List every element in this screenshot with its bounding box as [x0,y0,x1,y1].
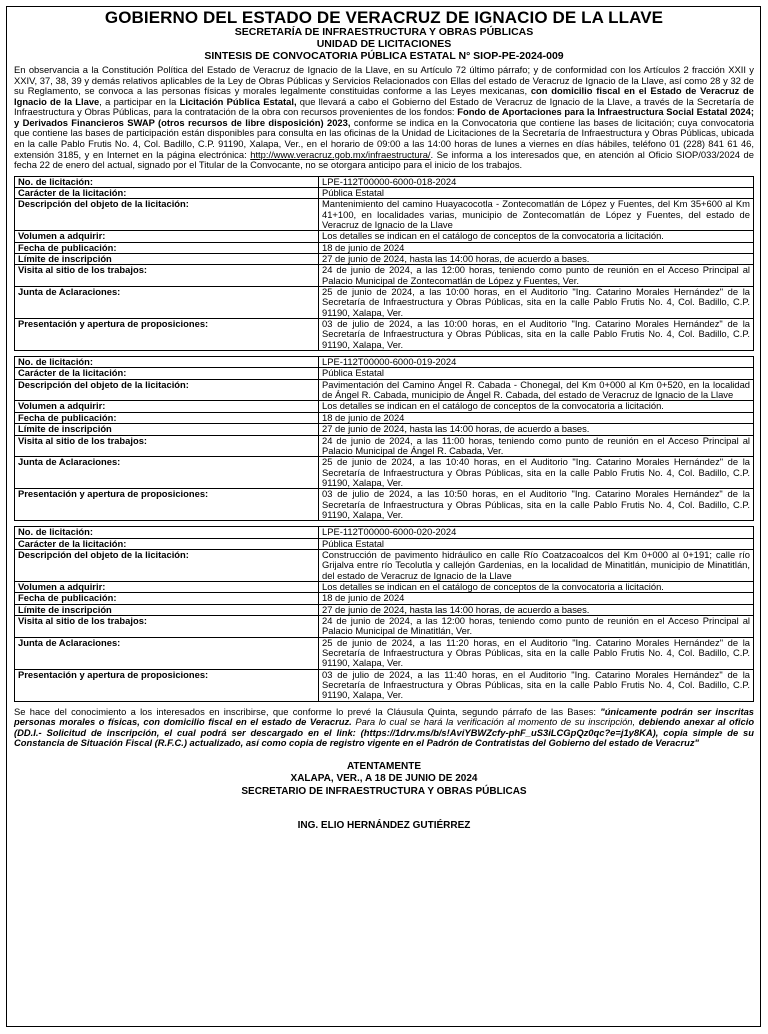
field-label-visita: Visita al sitio de los trabajos: [15,265,319,287]
field-label-limite: Límite de inscripción [15,604,319,615]
field-value-volumen: Los detalles se indican en el catálogo de conceptos de la convocatoria a licitación. [319,231,754,242]
table-row [15,424,754,435]
field-value-volumen: Los detalles se indican en el catálogo de conceptos de la convocatoria a licitación. [319,401,754,412]
field-label-volumen: Volumen a adquirir: [15,401,319,412]
field-label-presentacion: Presentación y apertura de proposiciones: [15,489,319,521]
closing-paragraph [14,707,754,749]
table-row [15,604,754,615]
intro-bold-2: Licitación Pública Estatal, [179,95,297,107]
intro-text-1: En observancia a la Constitución Política del Estado de Veracruz de Ignacio de la Llave, en su Artículo 72 último párrafo; y de conformidad con los Artículos 2 fracción XXII y XXIV, 37, 38, 39 y demás relativos aplicables de la Ley de Obras Públicas y Servicios Relacionados con Ellas del estado de Veracruz de Ignacio de la Llave, así como 28 y 32 de su Reglamento, se convoca a las personas físicas y morales legalmente constituidas conforme a las Leyes mexicanas, [14,64,754,97]
field-label-no: No. de licitación: [15,176,319,187]
table-row [15,187,754,198]
field-label-caracter: Carácter de la licitación: [15,538,319,549]
table-row [15,538,754,549]
field-label-descripcion: Descripción del objeto de la licitación: [15,199,319,231]
closing-quote-1: "únicamente podrán ser inscritas personas morales o físicas, con [14,705,754,728]
field-value-no: LPE-112T00000-6000-019-2024 [319,357,754,368]
table-row [15,581,754,592]
closing-quote-3: copia simple de su Constancia de Situación Fiscal (R.F.C.) actualizado, así como copia de registro vigente en el Padrón de Contratistas del Gobierno del estado de Veracruz" [14,726,754,749]
intro-bold-1: con domicilio fiscal en el Estado de Veracruz de Ignacio de la Llave [14,85,754,107]
table-row [15,231,754,242]
field-label-fecha: Fecha de publicación: [15,242,319,253]
licitacion-table [14,526,754,702]
table-row [15,265,754,287]
field-value-fecha: 18 de junio de 2024 [319,412,754,423]
atentamente-label: ATENTAMENTE [346,760,422,772]
field-value-junta: 25 de junio de 2024, a las 11:20 horas, en el Auditorio "Ing. Catarino Morales Hernández" de la Secretaría de Infraestructura y Obras Públicas, sita en la calle Pablo Frutis No. 4, Col. Badillo, C.P. 91190, Xalapa, Ver. [319,637,754,669]
licitacion-table [14,356,754,521]
header-title: GOBIERNO DEL ESTADO DE VERACRUZ DE IGNACIO DE LA LLAVE [104,8,664,27]
field-value-caracter: Pública Estatal [319,368,754,379]
field-value-descripcion: Construcción de pavimento hidráulico en calle Río Coatzacoalcos del Km 0+000 al 0+191; calle río Grijalva entre río Tecolutla y callejón Gardenias, en la localidad de Minatitlán, municipio de Minatitlán, del estado de Veracruz de Ignacio de la Llave [319,549,754,581]
table-row [15,401,754,412]
field-label-junta: Junta de Aclaraciones: [15,457,319,489]
header-secretaria: SECRETARÍA DE INFRAESTRUCTURA Y OBRAS PÚBLICAS [234,26,534,39]
field-label-caracter: Carácter de la licitación: [15,187,319,198]
table-row [15,457,754,489]
table-row [15,412,754,423]
signature-block [14,761,754,799]
field-value-fecha: 18 de junio de 2024 [319,242,754,253]
field-value-no: LPE-112T00000-6000-020-2024 [319,527,754,538]
table-row [15,527,754,538]
field-label-no: No. de licitación: [15,357,319,368]
field-value-visita: 24 de junio de 2024, a las 12:00 horas, teniendo como punto de reunión en el Acceso Principal al Palacio Municipal de Minatitlán, Ver. [319,616,754,638]
field-value-presentacion: 03 de julio de 2024, a las 10:50 horas, en el Auditorio "Ing. Catarino Morales Hernández" de la Secretaría de Infraestructura y Obras Públicas, sita en la calle Pablo Frutis No. 4, Col. Badillo, C.P. 91190, Xalapa, Ver. [319,489,754,521]
table-row [15,254,754,265]
field-value-visita: 24 de junio de 2024, a las 12:00 horas, teniendo como punto de reunión en el Acceso Principal al Palacio Municipal de Zontecomatlán de López y Fuentes, Ver. [319,265,754,287]
closing-quote-bold-1: domicilio fiscal en el estado de Veracruz. [163,716,352,728]
intro-paragraph [14,65,754,170]
field-value-descripcion: Mantenimiento del camino Huayacocotla - Zontecomatlán de López y Fuentes, del Km 35+600 al Km 41+100, en localidades varias, municipio de Zontecomatlán de López y Fuentes, del estado de Veracruz de Ignacio de la Llave [319,199,754,231]
header-sintesis: SINTESIS DE CONVOCATORIA PÚBLICA ESTATAL N° SIOP-PE-2024-009 [204,49,564,62]
field-label-no: No. de licitación: [15,527,319,538]
table-row [15,593,754,604]
intro-text-3: que llevará a cabo el Gobierno del Estado de Veracruz de Ignacio de la Llave, a través de la Secretaría de Infraestructura y Obras Públicas, para la contratación de la obra con recursos provenientes de los fondos: [14,95,754,118]
table-row [15,357,754,368]
signer-position: SECRETARIO DE INFRAESTRUCTURA Y OBRAS PÚBLICAS [241,785,527,797]
table-row [15,176,754,187]
field-label-presentacion: Presentación y apertura de proposiciones: [15,669,319,701]
field-value-presentacion: 03 de julio de 2024, a las 10:00 horas, en el Auditorio "Ing. Catarino Morales Hernández" de la Secretaría de Infraestructura y Obras Públicas, sita en la calle Pablo Frutis No. 4, Col. Badillo, C.P. 91190, Xalapa, Ver. [319,319,754,351]
field-value-caracter: Pública Estatal [319,187,754,198]
table-row [15,242,754,253]
table-row [15,287,754,319]
field-label-presentacion: Presentación y apertura de proposiciones: [15,319,319,351]
licitaciones-list [14,176,754,702]
table-row [15,199,754,231]
field-value-fecha: 18 de junio de 2024 [319,593,754,604]
document-header [14,8,754,62]
table-row [15,379,754,401]
intro-bold-3: Fondo de Aportaciones para la Infraestructura Social Estatal 2024; y Derivados Financieros SWAP (otros recursos de libre disposición) 2023, [14,106,754,128]
field-label-junta: Junta de Aclaraciones: [15,287,319,319]
table-row [15,549,754,581]
field-value-presentacion: 03 de julio de 2024, a las 11:40 horas, en el Auditorio "Ing. Catarino Morales Hernández" de la Secretaría de Infraestructura y Obras Públicas, sita en la calle Pablo Frutis No. 4, Col. Badillo, C.P. 91190, Xalapa, Ver. [319,669,754,701]
field-label-caracter: Carácter de la licitación: [15,368,319,379]
table-row [15,489,754,521]
signer-name: ING. ELIO HERNÁNDEZ GUTIÉRREZ [297,820,471,832]
field-value-limite: 27 de junio de 2024, hasta las 14:00 horas, de acuerdo a bases. [319,604,754,615]
field-label-limite: Límite de inscripción [15,424,319,435]
licitacion-table [14,176,754,352]
field-value-descripcion: Pavimentación del Camino Ángel R. Cabada - Chonegal, del Km 0+000 al Km 0+520, en la localidad de Ángel R. Cabada, municipio de Ángel R. Cabada, del estado de Veracruz de Ignacio de la Llave [319,379,754,401]
intro-text-5: . Se informa a los interesados que, en atención al Oficio SIOP/033/2024 de fecha 22 de enero del actual, signado por el Titular de la Convocante, no se otorgara anticipo para el inicio de los trabajos. [14,148,754,171]
table-row [15,435,754,457]
field-label-fecha: Fecha de publicación: [15,412,319,423]
table-row [15,637,754,669]
intro-text-2: , a participar en la [99,95,177,107]
field-label-descripcion: Descripción del objeto de la licitación: [15,549,319,581]
closing-text: Se hace del conocimiento a los interesados en inscribirse, que conforme lo prevé la Cláusula Quinta, segundo párrafo de las Bases: [14,705,596,717]
field-label-volumen: Volumen a adquirir: [15,231,319,242]
field-value-junta: 25 de junio de 2024, a las 10:40 horas, en el Auditorio "Ing. Catarino Morales Hernández" de la Secretaría de Infraestructura y Obras Públicas, sita en la calle Pablo Frutis No. 4, Col. Badillo, C.P. 91190, Xalapa, Ver. [319,457,754,489]
place-date: XALAPA, VER., A 18 DE JUNIO DE 2024 [290,773,478,785]
closing-quote-bold-2: debiendo anexar al oficio (DD.I.- Solicitud de inscripción, el cual podrá ser descargado en el link: (https://1drv.ms/b/s!AviYBWZcfy-phF_uS3iLCGpQz0qc?e=j1y8KA), [14,716,755,738]
field-value-no: LPE-112T00000-6000-018-2024 [319,176,754,187]
field-label-limite: Límite de inscripción [15,254,319,265]
table-row [15,368,754,379]
field-value-junta: 25 de junio de 2024, a las 10:00 horas, en el Auditorio "Ing. Catarino Morales Hernández" de la Secretaría de Infraestructura y Obras Públicas, sita en la calle Pablo Frutis No. 4, Col. Badillo, C.P. 91190, Xalapa, Ver. [319,287,754,319]
closing-quote-2: Para lo cual se hará la verificación al momento de su inscripción, [355,716,636,728]
field-label-volumen: Volumen a adquirir: [15,581,319,592]
field-value-limite: 27 de junio de 2024, hasta las 14:00 horas, de acuerdo a bases. [319,424,754,435]
field-value-visita: 24 de junio de 2024, a las 11:00 horas, teniendo como punto de reunión en el Acceso Principal al Palacio Municipal de Ángel R. Cabada, Ver. [319,435,754,457]
table-row [15,669,754,701]
intro-text-4: conforme se indica en la Convocatoria que contiene las bases de licitación; cuya convocatoria que contiene las bases de participación están disponibles para consulta en las oficinas de la Unidad de Licitaciones de la Secretaría de Infraestructura y Obras Públicas, ubicada en la calle Pablo Frutis No. 4, Col. Badillo, C.P. 91190, Xalapa, Ver., en el horario de 09:00 a las 14:00 horas de lunes a viernes en días hábiles, teléfono 01 (228) 841 61 46, extensión 3185, y en Internet en la página electrónica: [14,116,755,160]
field-label-visita: Visita al sitio de los trabajos: [15,435,319,457]
field-label-visita: Visita al sitio de los trabajos: [15,616,319,638]
field-value-volumen: Los detalles se indican en el catálogo de conceptos de la convocatoria a licitación. [319,581,754,592]
header-unidad: UNIDAD DE LICITACIONES [316,37,452,50]
table-row [15,616,754,638]
field-label-junta: Junta de Aclaraciones: [15,637,319,669]
table-row [15,319,754,351]
field-value-limite: 27 de junio de 2024, hasta las 14:00 horas, de acuerdo a bases. [319,254,754,265]
field-label-descripcion: Descripción del objeto de la licitación: [15,379,319,401]
infraestructura-link[interactable]: http://www.veracruz.gob.mx/infraestructura/ [250,148,431,160]
field-value-caracter: Pública Estatal [319,538,754,549]
field-label-fecha: Fecha de publicación: [15,593,319,604]
